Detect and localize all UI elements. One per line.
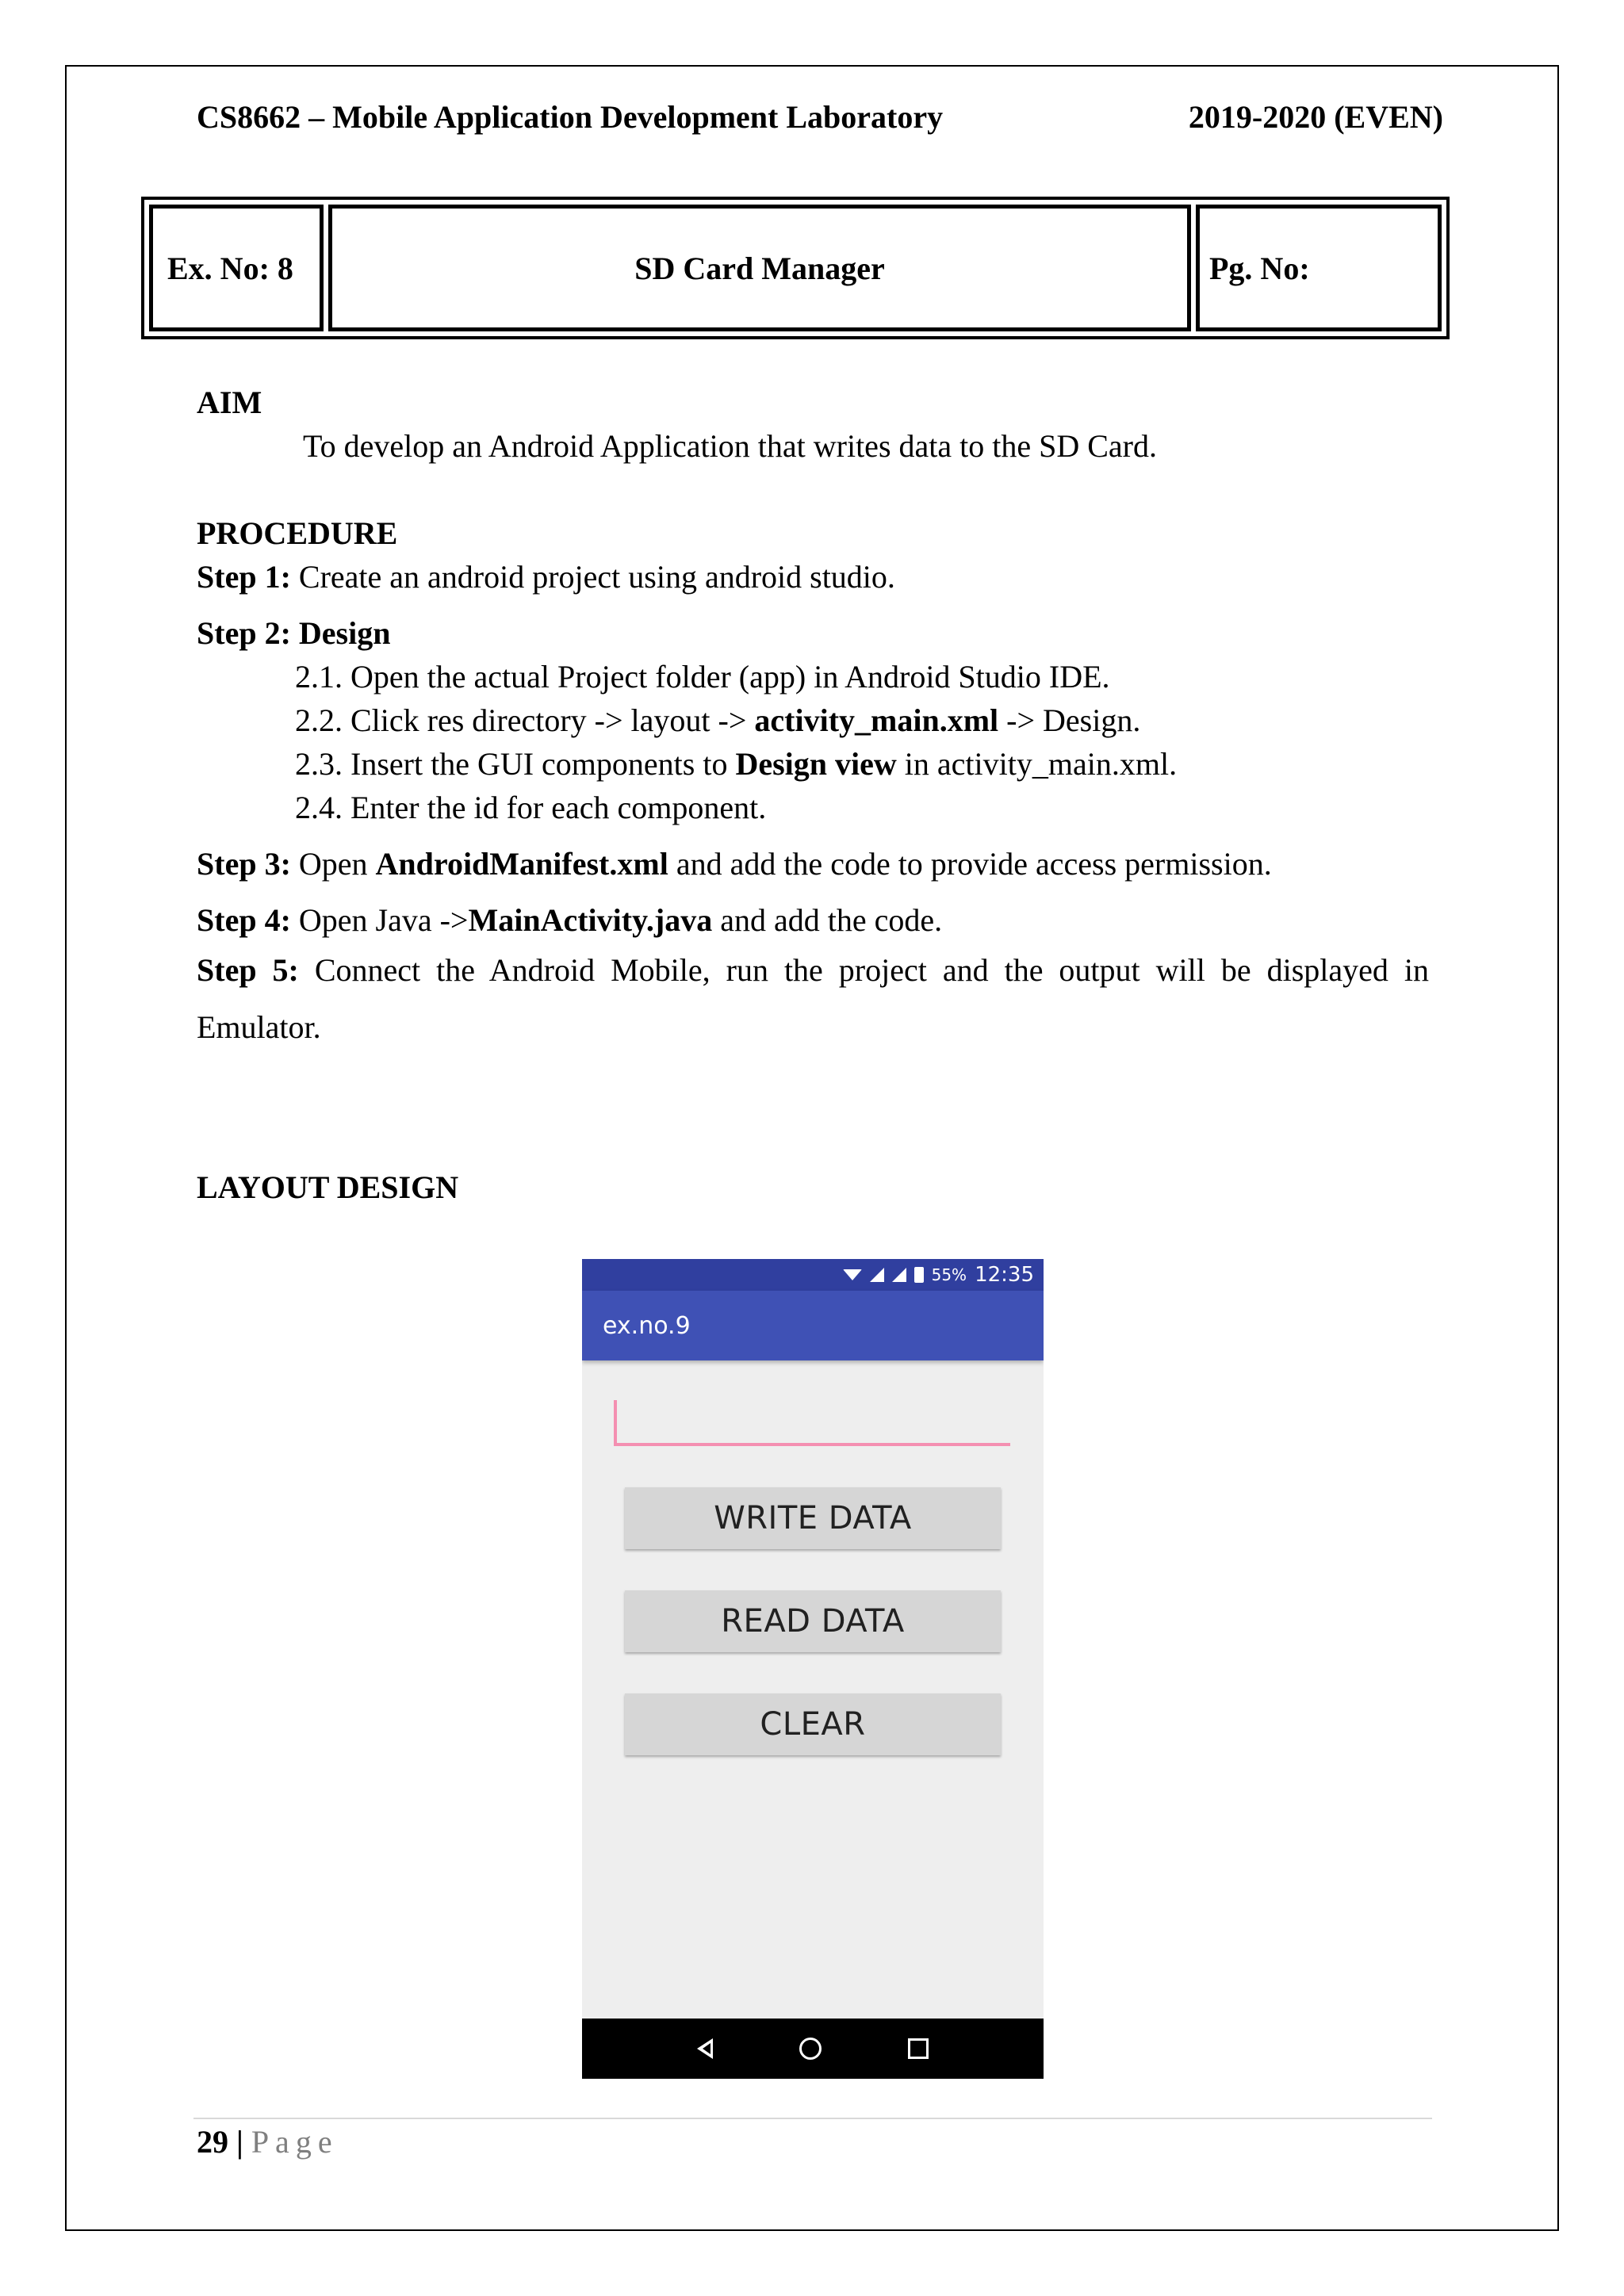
page-header xyxy=(197,98,1443,140)
phone-screenshot xyxy=(582,1259,1044,2079)
document-body xyxy=(197,381,1429,1056)
page-footer xyxy=(197,2123,339,2160)
step-5-end: Emulator. xyxy=(197,1009,321,1045)
page-number-cell: Pg. No: xyxy=(1196,205,1442,331)
step-4: Step 4: Open Java ->MainActivity.java and add the code. xyxy=(197,902,943,938)
exercise-title: SD Card Manager xyxy=(328,205,1191,331)
signal-icon xyxy=(870,1268,884,1282)
academic-year: 2019-2020 (EVEN) xyxy=(1188,99,1443,135)
home-icon[interactable] xyxy=(799,2038,822,2060)
course-title: CS8662 – Mobile Application Development Laboratory xyxy=(197,99,944,135)
exercise-title-table xyxy=(141,197,1450,339)
write-data-button[interactable]: WRITE DATA xyxy=(625,1487,1001,1549)
step-1-label: Step 1: xyxy=(197,559,291,595)
step-5: Step 5: Connect the Android Mobile, run the project and the output will be displayed in xyxy=(197,952,1429,988)
signal-icon-2 xyxy=(892,1268,906,1282)
text-cursor xyxy=(614,1400,617,1445)
procedure-heading: PROCEDURE xyxy=(197,515,398,551)
step-2 xyxy=(197,611,1429,655)
step-2-label: Step 2: Design xyxy=(197,615,391,651)
read-data-button[interactable]: READ DATA xyxy=(625,1590,1001,1652)
footer-page-number: 29 xyxy=(197,2124,228,2160)
clear-button[interactable]: CLEAR xyxy=(625,1693,1001,1755)
step-2-2: 2.2. Click res directory -> layout -> activity_main.xml -> Design. xyxy=(295,702,1141,738)
recents-icon[interactable] xyxy=(908,2038,929,2059)
step-2-4: 2.4. Enter the id for each component. xyxy=(295,790,767,825)
app-bar xyxy=(582,1291,1044,1360)
footer-separator: | xyxy=(228,2124,251,2160)
status-time: 12:35 xyxy=(975,1263,1034,1287)
step-2-1: 2.1. Open the actual Project folder (app) in Android Studio IDE. xyxy=(295,659,1110,695)
footer-page-word: Page xyxy=(251,2124,339,2160)
aim-heading: AIM xyxy=(197,385,262,420)
battery-icon xyxy=(914,1267,924,1283)
exercise-number: Ex. No: 8 xyxy=(149,205,324,331)
step-1 xyxy=(197,555,1429,599)
step-3: Step 3: Open AndroidManifest.xml and add the code to provide access permission. xyxy=(197,846,1272,882)
status-bar xyxy=(582,1259,1044,1291)
app-title: ex.no.9 xyxy=(603,1311,691,1340)
layout-design-heading: LAYOUT DESIGN xyxy=(197,1169,459,1205)
footer-rule xyxy=(193,2118,1432,2119)
step-2-3: 2.3. Insert the GUI components to Design view in activity_main.xml. xyxy=(295,746,1178,782)
step-1-text: Create an android project using android studio. xyxy=(290,559,895,595)
wifi-icon xyxy=(843,1269,862,1280)
data-input[interactable] xyxy=(614,1400,1010,1446)
aim-text: To develop an Android Application that writes data to the SD Card. xyxy=(303,428,1157,464)
battery-percent: 55% xyxy=(931,1265,967,1284)
navigation-bar xyxy=(582,2019,1044,2079)
back-icon[interactable] xyxy=(697,2038,713,2059)
